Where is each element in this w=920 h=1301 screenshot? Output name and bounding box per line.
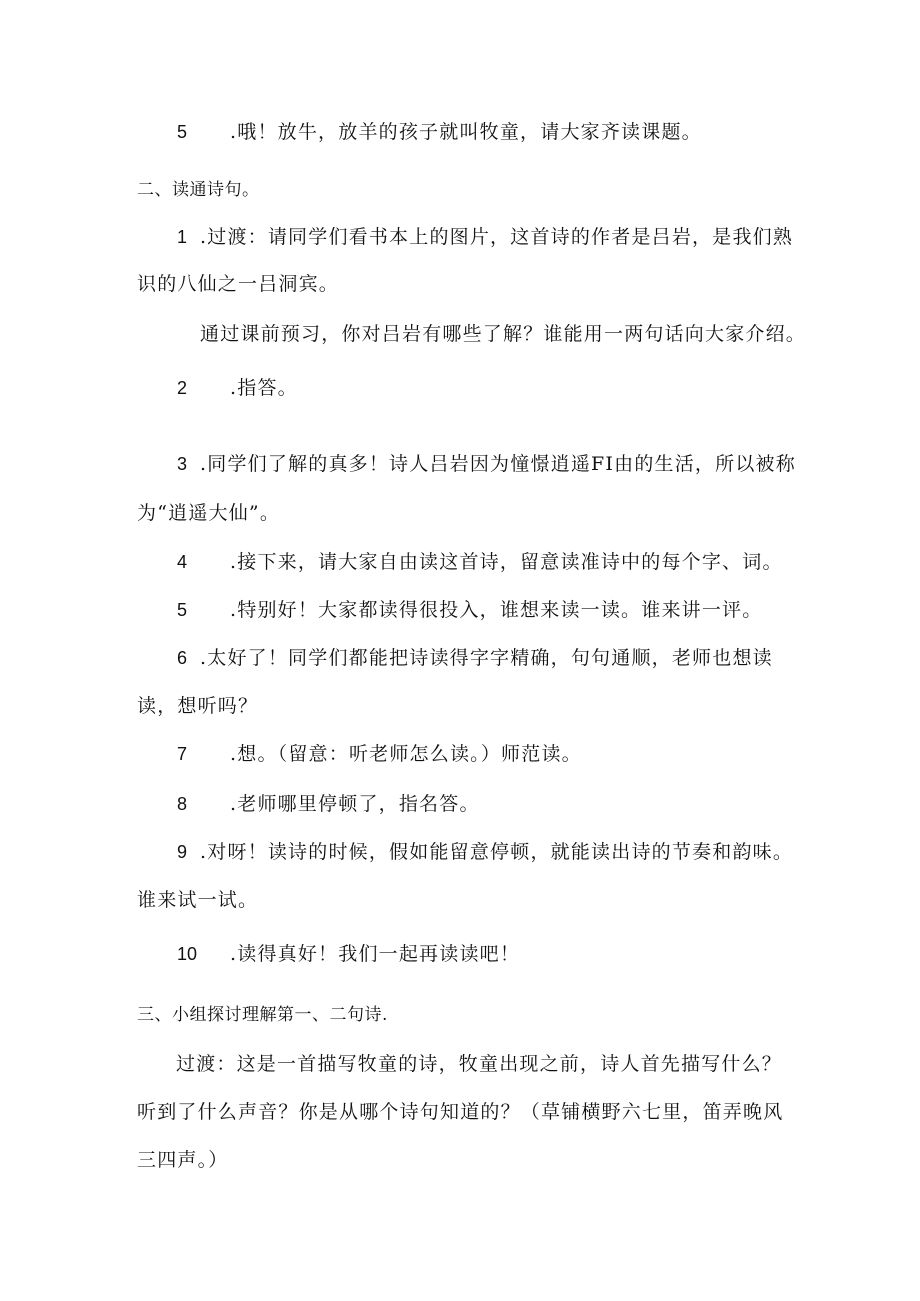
item-text: .哦！放牛，放羊的孩子就叫牧童，请大家齐读课题。	[230, 121, 702, 143]
item-text: .对呀！读诗的时候，假如能留意停顿，就能读出诗的节奏和韵味。	[200, 841, 794, 863]
item-text: .老师哪里停顿了，指名答。	[230, 793, 480, 815]
item-number: 3	[177, 454, 188, 474]
section-heading: 三、小组探讨理解第一、二句诗.	[137, 1005, 388, 1025]
item-number: 9	[177, 842, 188, 862]
item-text: .同学们了解的真多！诗人吕岩因为憧憬逍遥FI由的生活，所以被称	[200, 453, 796, 475]
section-heading: 二、读通诗句。	[137, 180, 260, 200]
item-number: 7	[177, 744, 188, 764]
item-text-continuation: 识的八仙之一吕洞宾。	[137, 273, 340, 295]
item-text-continuation: 为“逍遥大仙”。	[137, 502, 281, 524]
item-text: .过渡：请同学们看书本上的图片，这首诗的作者是吕岩，是我们熟	[200, 226, 794, 248]
item-number: 5	[177, 600, 188, 620]
item-text: .读得真好！我们一起再读读吧！	[230, 943, 521, 965]
paragraph-line: 听到了什么声音？你是从哪个诗句知道的？（草铺横野六七里，笛弄晚风	[137, 1101, 784, 1123]
item-text: .太好了！同学们都能把诗读得字字精确，句句通顺，老师也想读	[200, 647, 773, 669]
item-text-continuation: 谁来试一试。	[137, 889, 259, 911]
paragraph-line: 三四声。）	[137, 1149, 229, 1171]
item-number: 10	[177, 944, 198, 964]
item-number: 1	[177, 227, 188, 247]
item-text-continuation: 读，想听吗？	[137, 695, 259, 717]
item-text: .接下来，请大家自由读这首诗，留意读准诗中的每个字、词。	[230, 551, 783, 573]
item-number: 5	[177, 122, 188, 142]
paragraph: 通过课前预习，你对吕岩有哪些了解？谁能用一两句话向大家介绍。	[200, 323, 807, 345]
item-text: .指答。	[230, 377, 298, 399]
item-text: .想。（留意：听老师怎么读。）师范读。	[230, 743, 582, 765]
item-number: 6	[177, 648, 188, 668]
paragraph-line: 过渡：这是一首描写牧童的诗，牧童出现之前，诗人首先描写什么？	[176, 1053, 783, 1075]
item-text: .特别好！大家都读得很投入，谁想来读一读。谁来讲一评。	[230, 599, 763, 621]
item-number: 4	[177, 552, 188, 572]
item-number: 8	[177, 794, 188, 814]
item-number: 2	[177, 378, 188, 398]
